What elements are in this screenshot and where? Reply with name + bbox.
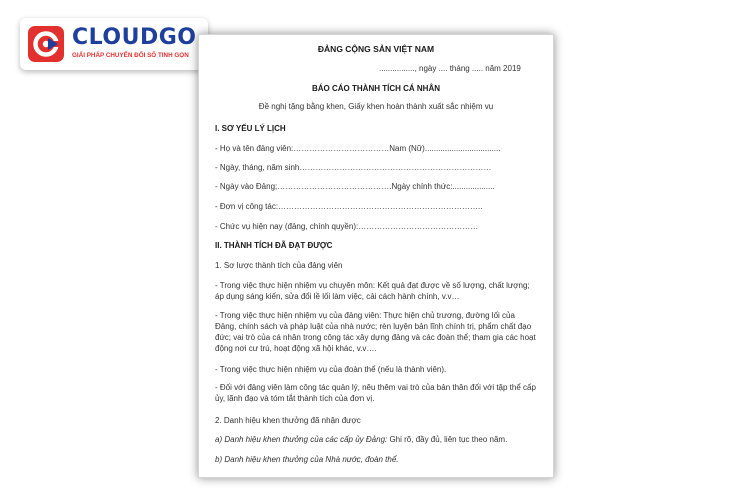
field-birthdate: - Ngày, tháng, năm sinh……………………………………………………………… [215, 163, 492, 172]
date-line: ................, ngày .... tháng ..... năm 2019 [379, 64, 521, 73]
paragraph-party-duties: - Trong việc thực hiện nhiệm vụ của đảng viên: Thực hiện chủ trương, đường lối của Đảng, chính sách và pháp luật của nhà nước; rèn luyện bản lĩnh chính trị, phẩm chất đạo đức; vai trò của cá nhân trong công tác xây dựng đảng và các đoàn thể; tham gia các hoạt động nơi cư trú, hoạt động xã hội khác, v.v…. [215, 311, 536, 353]
logo-tagline: GIẢI PHÁP CHUYỂN ĐỔI SỐ TINH GỌN [72, 52, 189, 59]
logo-name: CLOUDGO [72, 25, 197, 50]
field-party-date: - Ngày vào Đảng;…………………………………….Ngày chính thức:................... [215, 182, 495, 191]
award-item-a-label: a) Danh hiệu khen thưởng của các cấp ủy Đảng: [215, 435, 388, 444]
paragraph-union: - Trong việc thực hiện nhiệm vụ của đoàn thể (nếu là thành viên). [215, 365, 447, 374]
subsection-2: 2. Danh hiệu khen thưởng đã nhận được [215, 416, 361, 425]
award-item-b: b) Danh hiệu khen thưởng của Nhà nước, đoàn thể. [215, 455, 399, 464]
party-name: ĐẢNG CỘNG SẢN VIỆT NAM [317, 44, 435, 54]
field-unit: - Đơn vị công tác:………………………………………………………………….. [215, 202, 483, 211]
paragraph-professional: - Trong việc thực hiện nhiệm vụ chuyên môn: Kết quả đạt được về số lượng, chất lượng; áp dụng sáng kiến, sửa đổi lề lối làm việc, cải cách hành chính, v.v… [215, 281, 530, 301]
cloudgo-logo [20, 18, 208, 70]
document-subtitle: Đề nghị tặng bằng khen, Giấy khen hoàn thành xuất sắc nhiệm vụ [258, 102, 494, 111]
paragraph-management: - Đối với đảng viên làm công tác quản lý, nêu thêm vai trò của bản thân đối với tập thể cấp ủy, lãnh đạo và tóm tắt thành tích của đơn vị. [215, 383, 536, 403]
subsection-1: 1. Sơ lược thành tích của đảng viên [215, 261, 343, 270]
section-1-heading: I. SƠ YẾU LÝ LỊCH [215, 124, 286, 133]
document-page [198, 34, 554, 478]
field-position: - Chức vụ hiện nay (đảng, chính quyền):……………………………………… [215, 222, 479, 231]
award-item-a [215, 435, 507, 445]
document-title: BÁO CÁO THÀNH TÍCH CÁ NHÂN [312, 84, 440, 93]
section-2-heading: II. THÀNH TÍCH ĐÃ ĐẠT ĐƯỢC [215, 241, 333, 250]
award-item-a-text: Ghi rõ, đầy đủ, liên tục theo năm. [387, 435, 508, 444]
field-name: - Họ và tên đảng viên:………………………………Nam (Nữ).................................. [215, 144, 501, 153]
cloudgo-logo-icon [28, 26, 64, 62]
